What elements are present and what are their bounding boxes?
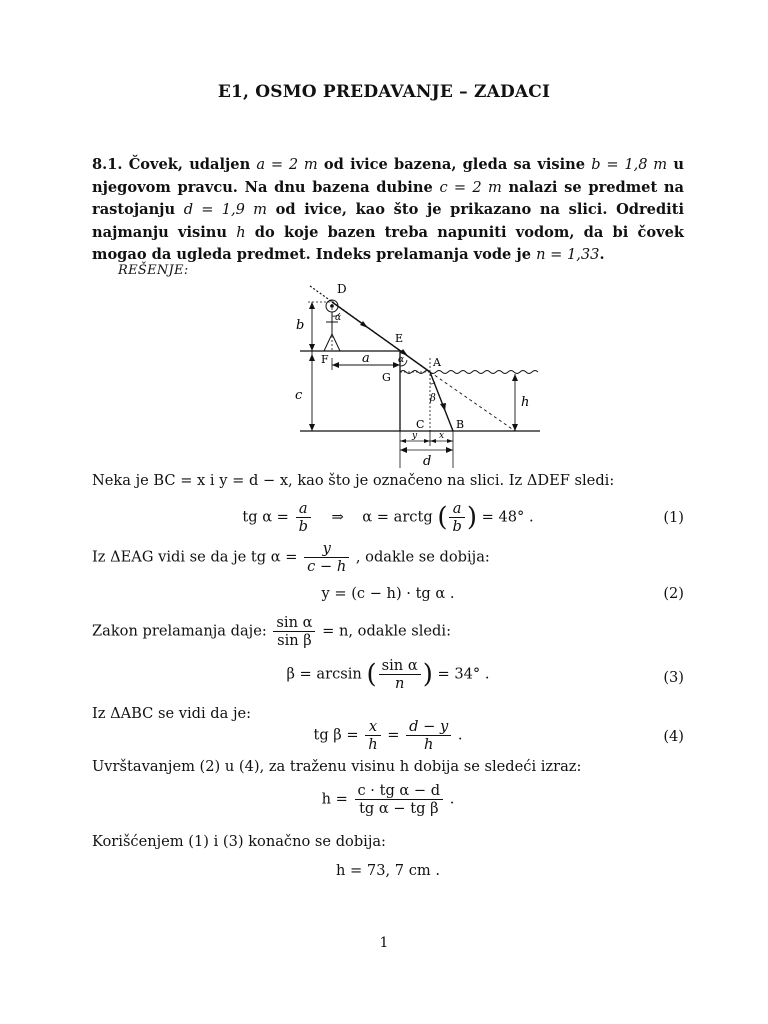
problem-text-10: do koje bazen treba napuniti vodom, da bi čovek mogao da ugleda predmet. Indeks prelamanja vode je [92, 223, 684, 263]
eq4-fraction-1 [365, 718, 380, 753]
label-F: F [321, 353, 329, 366]
equation-4 [92, 718, 684, 753]
paragraph-1: Neka je BC = x i y = d − x, kao što je označeno na slici. Iz ΔDEF sledi: [92, 472, 615, 489]
problem-value-h: h [236, 223, 246, 241]
label-d: d [423, 454, 432, 469]
paragraph-3 [92, 614, 451, 649]
eq1-frac2-d: b [452, 518, 462, 535]
eq5-fraction [355, 782, 444, 817]
problem-number: 8.1. [92, 156, 123, 173]
eq1-frac-n: a [296, 500, 311, 518]
pool-diagram [290, 278, 550, 474]
paragraph-6: Korišćenjem (1) i (3) konačno se dobija: [92, 833, 386, 850]
p2-post: , odakle se dobija: [355, 548, 490, 566]
label-y: y [412, 431, 418, 441]
label-alpha-top: α [335, 313, 342, 323]
label-A: A [433, 356, 441, 369]
problem-text-4: u njegovom pravcu. Na dnu bazena dubine [92, 156, 684, 196]
eq1-arrow: ⇒ [331, 508, 344, 526]
eq4-f1-n: x [365, 718, 380, 736]
p2-frac-n: y [304, 540, 349, 558]
p2-fraction [304, 540, 349, 575]
label-G: G [382, 371, 391, 384]
eq5-lhs: h = [321, 790, 348, 808]
problem-value-a: a = 2 m [256, 156, 318, 173]
eq4-f2-n: d − y [406, 718, 451, 736]
label-E: E [395, 332, 404, 345]
problem-value-c: c = 2 m [439, 178, 502, 196]
eq4-fraction-2 [406, 718, 451, 753]
problem-text-2: od ivice bazena, gleda sa visine [317, 156, 592, 173]
problem-text-0: Čovek, udaljen [128, 156, 257, 173]
eq1-rhs: = 48° . [481, 508, 534, 526]
p3-frac-n: sin α [273, 614, 315, 632]
equation-1: tg α = $\frac{a}{b}$ ⇒ α = arctg ( $\frac{a}{b}$ ) = 48° . [242, 500, 534, 535]
solution-label: REŠENJE: [118, 263, 189, 278]
paragraph-5: Uvrštavanjem (2) u (4), za traženu visinu h dobija se sledeći izraz: [92, 758, 582, 775]
eq1-fraction [296, 500, 311, 535]
eq4-end: . [457, 726, 463, 744]
eq1-mid: α = arctg [362, 508, 433, 526]
label-beta: β [430, 393, 436, 404]
page-number: 1 [379, 935, 389, 951]
eq3-frac-d: n [394, 675, 405, 692]
eq4-f1-d: h [368, 736, 378, 753]
eq3-lhs: β = arcsin [286, 665, 362, 683]
problem-statement [92, 154, 684, 267]
eq1-fraction-2 [449, 500, 464, 535]
equation-number-1: (1) [663, 509, 684, 526]
equation-number-3: (3) [663, 669, 684, 686]
label-x: x [439, 431, 445, 441]
equation-number-4: (4) [663, 728, 684, 745]
eq1-frac2-n: a [449, 500, 464, 518]
eq3-rhs: = 34° . [437, 665, 490, 683]
label-c: c [295, 388, 303, 403]
problem-value-n: n = 1,33 [536, 246, 600, 263]
problem-value-b: b = 1,8 m [591, 156, 668, 173]
label-C: C [416, 418, 425, 431]
eq4-lhs: tg β = [313, 726, 359, 744]
equation-number-2: (2) [663, 585, 684, 602]
eq1-frac-d: b [298, 518, 308, 535]
eq5-frac-n: c · tg α − d [355, 782, 444, 800]
equation-3: β = arcsin ( $\frac{\text{sin α}}{n}$ ) = 34° . [286, 657, 490, 692]
problem-text-6: nalazi se predmet na rastojanju [92, 178, 684, 218]
label-a: a [362, 351, 370, 366]
p2-pre: Iz ΔEAG vidi se da je tg α = [92, 548, 298, 566]
page-title: E1, OSMO PREDAVANJE – ZADACI [217, 82, 551, 102]
equation-2: y = (c − h) · tg α . [321, 585, 455, 602]
eq5-frac-d: tg α − tg β [359, 800, 439, 817]
p2-frac-d: c − h [307, 558, 347, 575]
label-D: D [337, 282, 347, 296]
problem-text-8: od ivice, kao što je prikazano na slici. Odrediti najmanju visinu [92, 201, 684, 241]
p3-fraction [273, 614, 315, 649]
eq1-lhs: tg α = [242, 508, 289, 526]
problem-text-12: . [599, 246, 605, 263]
eq3-fraction [379, 657, 421, 692]
label-b: b [296, 318, 305, 333]
problem-value-d: d = 1,9 m [183, 201, 267, 218]
label-h: h [521, 395, 530, 410]
eq3-frac-n: sin α [379, 657, 421, 675]
eq5-end: . [449, 790, 455, 808]
eq4-eq: = [387, 726, 400, 744]
p3-post: = n, odakle sledi: [322, 622, 451, 640]
p3-pre: Zakon prelamanja daje: [92, 622, 267, 640]
paragraph-2 [92, 540, 490, 575]
label-alpha-mid: α [398, 355, 405, 365]
equation-5 [92, 782, 684, 817]
label-B: B [456, 418, 465, 431]
paragraph-4: Iz ΔABC se vidi da je: [92, 705, 252, 722]
equation-6: h = 73, 7 cm . [336, 862, 440, 879]
eq4-f2-d: h [424, 736, 434, 753]
p3-frac-d: sin β [277, 632, 312, 649]
